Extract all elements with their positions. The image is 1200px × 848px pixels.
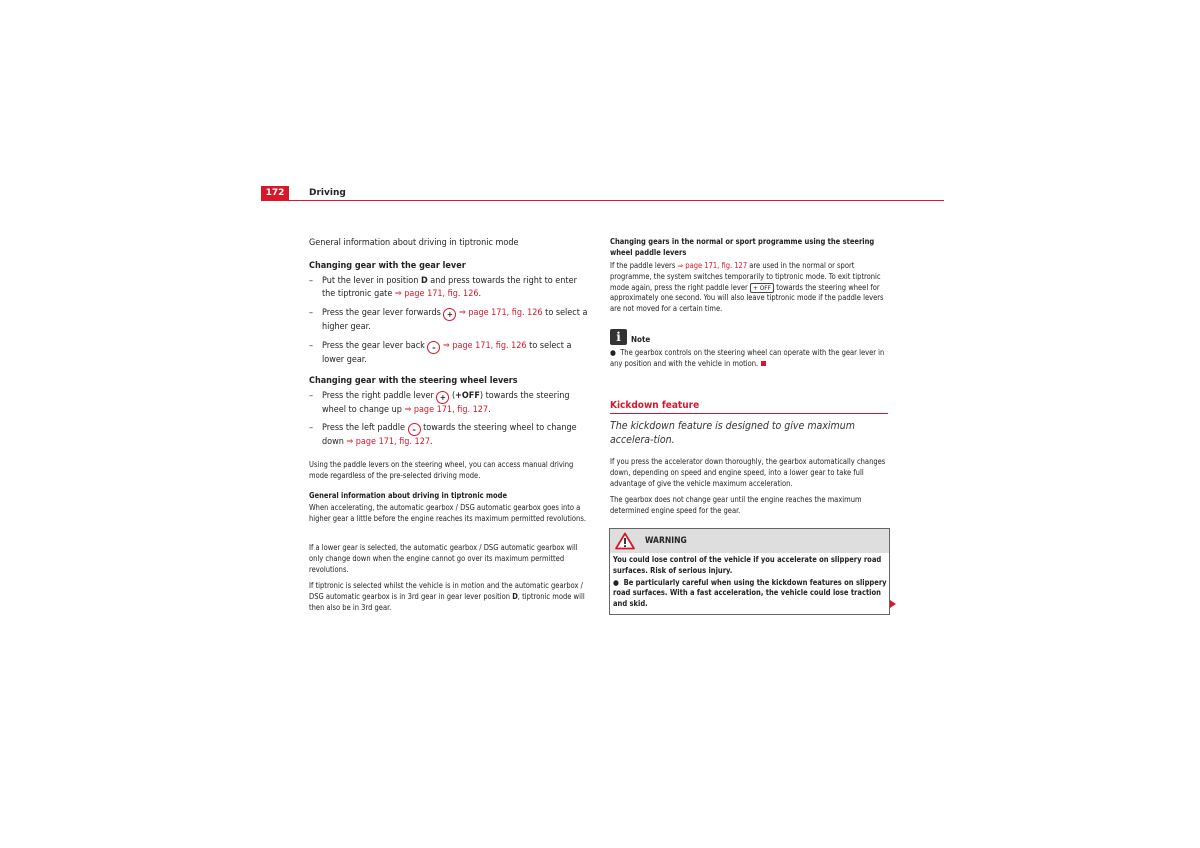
dash-marker: –	[309, 391, 314, 401]
plus-symbol-icon: +	[436, 391, 449, 404]
paragraph-text: , tiptronic mode will then also be in 3rd gear.	[309, 591, 585, 612]
warning-text-1: You could lose control of the vehicle if you accelerate on slippery road surfaces. Risk of serious injury.	[613, 555, 882, 575]
minus-symbol-icon: –	[408, 423, 421, 436]
off-key-symbol: + OFF	[750, 283, 774, 293]
page-ref-link[interactable]: ⇒ page 171, fig. 127	[346, 437, 431, 447]
warning-body	[613, 555, 887, 611]
section-title: Driving	[309, 188, 346, 198]
warning-text-2: ● Be particularly careful when using the kickdown features on slippery road surfaces. With a fast acceleration, the vehicle could lose traction and skid.	[613, 577, 887, 609]
paddle-step-1: – Press the right paddle lever + (+OFF) towards the steering wheel to change up ⇒ page 171, fig. 127.	[309, 391, 570, 415]
gear-position: D	[420, 276, 428, 286]
paragraph-tiptronic	[309, 581, 589, 613]
continue-arrow-icon	[890, 600, 896, 608]
kickdown-lead: The kickdown feature is designed to give maximum accelera-tion.	[610, 420, 855, 446]
dash-marker: –	[309, 423, 314, 433]
dash-marker: –	[309, 308, 314, 318]
warning-triangle-icon	[615, 532, 635, 550]
gear-lever-step-3	[309, 340, 589, 367]
warning-text: Be particularly careful when using the kickdown features on slippery road surfaces. With a fast acceleration, the vehicle could lose traction and skid.	[613, 577, 887, 609]
paragraph-accelerate: When accelerating, the automatic gearbox / DSG automatic gearbox goes into a higher gear a little before the engine reaches its maximum permitted revolutions.	[309, 503, 586, 523]
step-text: ) towards the steering wheel to change up	[322, 391, 570, 415]
step-text: Put the lever in position	[322, 276, 421, 286]
step-text: towards the steering wheel to change down	[322, 423, 577, 447]
step-text: Press the left paddle	[322, 423, 408, 433]
paragraph-text: are used in the normal or sport programme, the system switches temporarily to tiptronic mode. To exit tiptronic mode again, press the right paddle lever	[610, 261, 881, 292]
step-text: to select a lower gear.	[322, 341, 572, 365]
dash-marker: –	[309, 341, 314, 351]
warning-box	[609, 528, 890, 615]
gear-position: D	[512, 591, 518, 601]
minus-symbol-icon: –	[427, 341, 440, 354]
gear-lever-step-1: – Put the lever in position D and press towards the right to enter the tiptronic gate ⇒ page 171, fig. 126.	[309, 276, 577, 299]
step-text: Press the gear lever forwards	[322, 308, 444, 318]
intro-heading: General information about driving in tiptronic mode	[309, 238, 519, 248]
step-text: Press the gear lever back	[322, 341, 428, 351]
page-ref-link[interactable]: ⇒ page 171, fig. 126	[394, 288, 479, 299]
kickdown-paragraph-2: The gearbox does not change gear until the engine reaches the maximum determined engine speed for the gear.	[610, 495, 862, 515]
plus-symbol-icon: +	[443, 308, 456, 321]
kickdown-title: Kickdown feature	[610, 400, 700, 411]
paddle-step-2: – Press the left paddle – towards the steering wheel to change down ⇒ page 171, fig. 127.	[309, 423, 577, 447]
off-label: +OFF	[455, 391, 480, 401]
paddle-heading: Changing gear with the steering wheel levers	[309, 376, 518, 386]
info-icon: i	[610, 329, 627, 345]
paragraph-text: towards the steering wheel for approximately one second. You will also leave tiptronic mode if the paddle levers are not moved for a certain time.	[610, 282, 884, 314]
header-rule	[261, 200, 944, 201]
gear-lever-heading: Changing gear with the gear lever	[309, 261, 466, 271]
paragraph-text: If tiptronic is selected whilst the vehicle is in motion and the automatic gearbox / DSG automatic gearbox is in 3rd gear in gear lever position	[309, 581, 583, 601]
page-number: 172	[261, 186, 289, 201]
small-heading: General information about driving in tiptronic mode	[309, 491, 508, 500]
note-text: ● The gearbox controls on the steering wheel can operate with the gear lever in any position and with the vehicle in motion.	[610, 348, 885, 368]
kickdown-paragraph-1: If you press the accelerator down thoroughly, the gearbox automatically changes down, depending on speed and engine speed, into a lower gear to take full advantage of give the vehicle maximum acceleration.	[610, 457, 886, 488]
step-text: to select a higher gear.	[322, 308, 588, 332]
note-title: Note	[631, 335, 651, 344]
end-of-section-marker	[761, 361, 766, 366]
gear-lever-step-2	[309, 307, 589, 334]
step-text: (	[449, 391, 456, 401]
paragraph-text: If the paddle levers	[610, 261, 678, 270]
page-ref-link[interactable]: ⇒ page 171, fig. 127	[404, 405, 489, 415]
dash-marker: –	[309, 276, 314, 286]
step-text: Press the right paddle lever	[322, 391, 437, 401]
paragraph-paddle: Using the paddle levers on the steering wheel, you can access manual driving mode regardless of the pre-selected driving mode.	[309, 460, 574, 480]
step-text: and press towards the right to enter the tiptronic gate	[322, 276, 577, 299]
warning-title: WARNING	[645, 536, 687, 546]
paragraph-lower-gear: If a lower gear is selected, the automatic gearbox / DSG automatic gearbox will only change down when the engine cannot go over its maximum permitted revolutions.	[309, 543, 578, 574]
warning-header	[610, 529, 889, 553]
page-ref-link[interactable]: ⇒ page 171, fig. 127	[677, 261, 748, 270]
kickdown-rule	[610, 413, 888, 414]
sport-programme-heading: Changing gears in the normal or sport programme using the steering wheel paddle levers	[610, 237, 875, 257]
page-ref-link[interactable]: ⇒ page 171, fig. 126	[458, 308, 543, 318]
sport-programme-paragraph	[610, 261, 888, 315]
note-body: The gearbox controls on the steering wheel can operate with the gear lever in any position and with the vehicle in motion.	[610, 348, 885, 368]
page-ref-link[interactable]: ⇒ page 171, fig. 126	[443, 341, 527, 351]
